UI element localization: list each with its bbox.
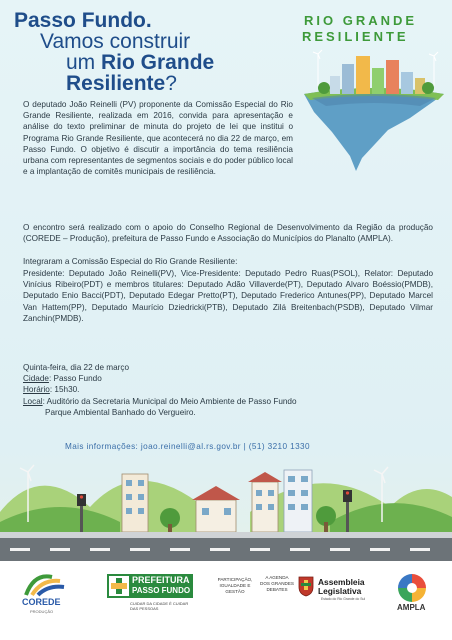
brand-title-line-2: RESILIENTE bbox=[302, 29, 409, 44]
prefeitura-emblem-icon bbox=[109, 576, 129, 596]
corede-logo-icon bbox=[20, 569, 70, 599]
corede-subtitle: PRODUÇÃO bbox=[30, 609, 54, 614]
headline-line-3 bbox=[66, 52, 214, 74]
event-date: Quinta-feira, dia 22 de março bbox=[23, 363, 130, 372]
participacao-logo-text: PARTICIPAÇÃO, IGUALDADE E GESTÃO bbox=[217, 577, 253, 594]
commission-heading: Integraram a Comissão Especial do Rio Grande Resiliente: bbox=[23, 257, 238, 266]
headline-line-4 bbox=[66, 73, 177, 95]
event-place-label: Local bbox=[23, 396, 43, 406]
event-place-value: : Auditório da Secretaria Municipal do Meio Ambiente de Passo Fundo bbox=[42, 396, 297, 406]
corede-name: COREDE bbox=[22, 597, 61, 607]
sponsor-logos-bar bbox=[0, 561, 452, 640]
ampla-logo-icon bbox=[396, 572, 428, 604]
headline-line-3-pre: um bbox=[66, 51, 102, 74]
city-landscape-illustration bbox=[0, 452, 452, 572]
agenda-debates-logo-text: A AGENDA DOS GRANDES DEBATES bbox=[260, 575, 294, 592]
assembleia-name bbox=[318, 578, 365, 596]
intro-paragraph: O deputado João Reinelli (PV) proponente da Comissão Especial do Rio Grande Resiliente, realizada em 2016, convida para apresentação e análise do texto preliminar de minuta do projeto de lei que institui o Programa Rio Grande Resiliente, que acontecerá no dia 22 de março, em Passo Fundo. O objetivo é discutir a importância do tema resiliência urbana com representantes de segmentos sociais e do poder público local e a implantação de comitês municipais de resiliência. bbox=[23, 100, 293, 177]
contact-info: Mais informações: joao.reinelli@al.rs.gov.br | (51) 3210 1330 bbox=[65, 442, 310, 451]
event-details bbox=[23, 362, 297, 418]
event-place bbox=[23, 396, 297, 407]
assembleia-subtitle: Estado do Rio Grande do Sul bbox=[321, 597, 366, 601]
prefeitura-title-line-2: PASSO FUNDO bbox=[132, 586, 191, 595]
brand-title-line-1: RIO GRANDE bbox=[304, 13, 418, 28]
headline-line-4-bold: Resiliente bbox=[66, 72, 166, 95]
support-paragraph: O encontro será realizado com o apoio do Conselho Regional de Desenvolvimento da Região da produção (COREDE – Produção), prefeitura de Passo Fundo e Associação do Municípios do Planalto (AMPLA). bbox=[23, 223, 433, 244]
event-place-line-2: Parque Ambiental Banhado do Vergueiro. bbox=[45, 407, 196, 417]
event-time-value: : 15h30. bbox=[49, 385, 80, 395]
event-time-label: Horário bbox=[23, 385, 50, 395]
event-city-value: : Passo Fundo bbox=[48, 374, 102, 384]
assembleia-line-2: Legislativa bbox=[318, 586, 362, 596]
prefeitura-slogan: CUIDAR DA CIDADE É CUIDAR DAS PESSOAS bbox=[130, 601, 189, 611]
event-city bbox=[23, 373, 297, 384]
commission-members: Presidente: Deputado João Reinelli(PV), Vice-Presidente: Deputado Pedro Ruas(PSOL), Relator: Deputado Vinícius Ribeiro(PDT) e membros titulares: Deputado Adão Villaverde(PT), Deputado Alvaro Boéssio(PMDB), Deputado Enio Bacci(PDT), Deputado Edegar Pretto(PT), Deputado Frederico Antunes(PP), Deputado Marcel Van Hattem(PP), Deputado Maurício Dziedricki(PTB), Deputado Zilá Breitenbach(PSDB), Deputado Vilmar Zanchin(PMDB). bbox=[23, 269, 433, 323]
headline-line-3-bold: Rio Grande bbox=[101, 51, 215, 74]
floating-island-illustration bbox=[300, 46, 448, 176]
assembleia-line-1: Assembleia bbox=[318, 577, 365, 587]
rs-coat-of-arms-icon bbox=[297, 575, 315, 597]
event-time bbox=[23, 384, 297, 395]
headline-line-4-post: ? bbox=[165, 72, 177, 95]
headline-line-1: Passo Fundo. bbox=[14, 9, 152, 32]
ampla-name: AMPLA bbox=[397, 603, 426, 612]
prefeitura-title-line-1: PREFEITURA bbox=[132, 575, 190, 585]
event-city-label: Cidade bbox=[23, 374, 49, 384]
headline-line-2: Vamos construir bbox=[40, 30, 191, 53]
